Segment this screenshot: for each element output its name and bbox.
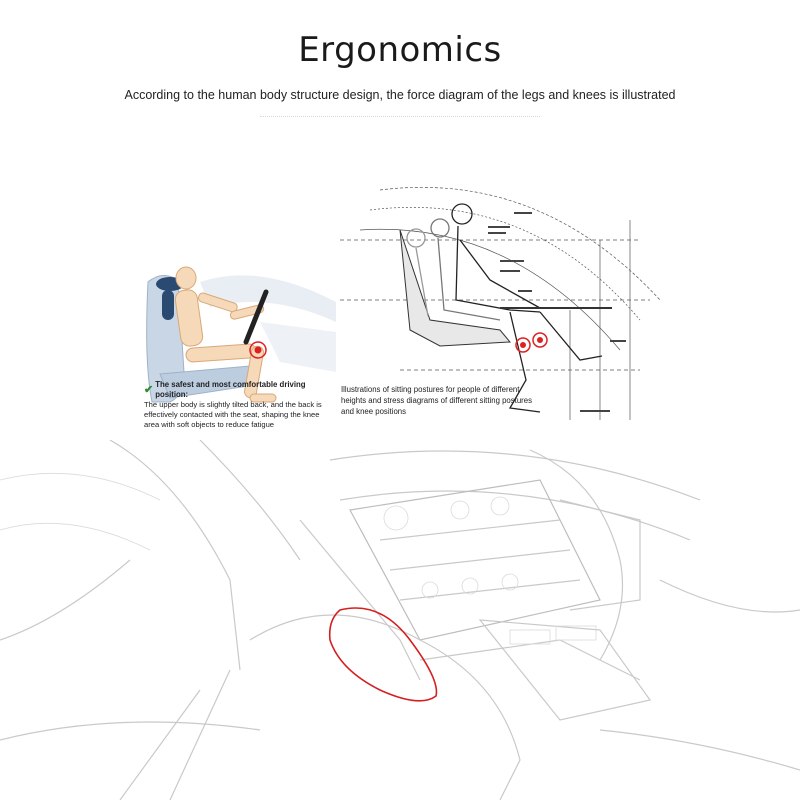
fineprint-line [260,116,540,121]
left-caption [144,380,334,430]
right-caption: Illustrations of sitting postures for people of different heights and stress diagrams of different sitting postures and knee positions [341,385,532,416]
car-interior-sketch [0,440,800,800]
page-subtitle: According to the human body structure design, the force diagram of the legs and knees is illustrated [124,88,676,102]
left-caption-body: The upper body is slightly tilted back, and the back is effectively contacted with the seat, shaping the knee area with soft objects to reduce fatigue [144,400,322,429]
dashboard-shape [260,322,336,372]
knee-markers [516,333,547,352]
page-title: Ergonomics [298,30,502,70]
lumbar-pillow-shape [162,290,174,320]
knee-pad-highlight [330,608,437,701]
check-icon: ✔ [144,384,154,396]
left-caption-head: The safest and most comfortable driving position: [155,380,306,399]
interior-sketch-graphic [0,440,800,800]
